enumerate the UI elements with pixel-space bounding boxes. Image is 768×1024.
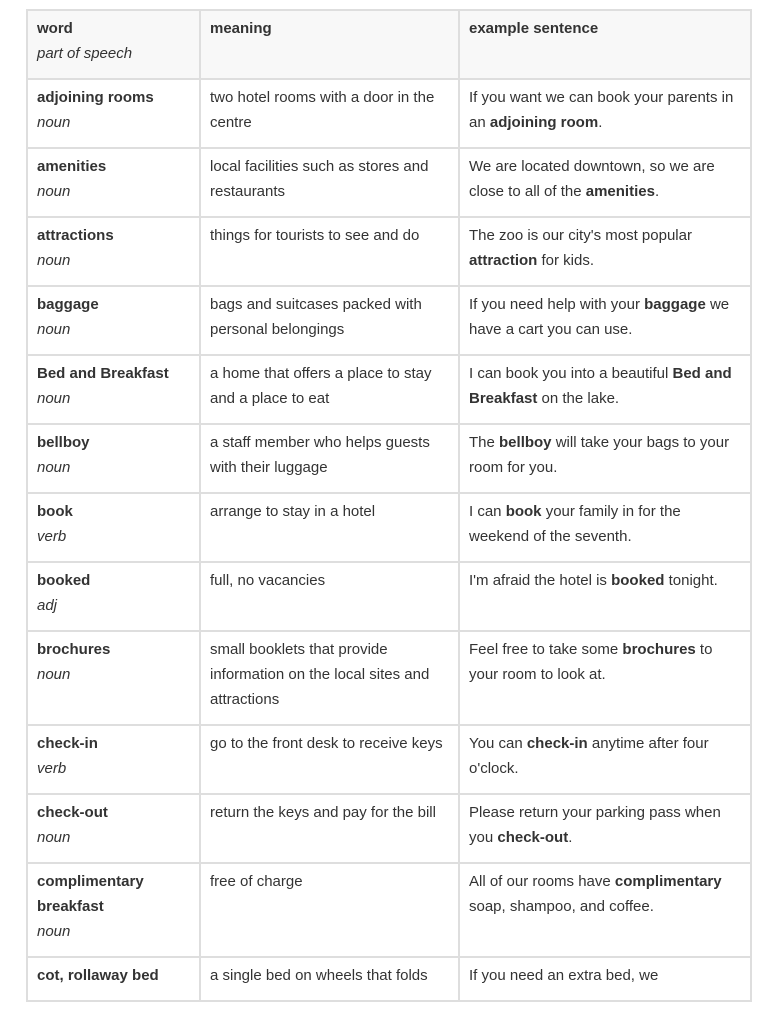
example-cell bbox=[459, 217, 751, 286]
word-cell bbox=[27, 863, 200, 957]
example-cell bbox=[459, 957, 751, 1001]
meaning-cell bbox=[200, 631, 459, 725]
meaning-cell bbox=[200, 493, 459, 562]
word-cell bbox=[27, 562, 200, 631]
table-row bbox=[27, 493, 751, 562]
highlighted-term: adjoining room bbox=[489, 114, 599, 131]
example-cell bbox=[459, 794, 751, 863]
part-of-speech: noun bbox=[37, 321, 71, 338]
vocab-word: book bbox=[37, 503, 73, 520]
meaning-cell bbox=[200, 424, 459, 493]
table-row bbox=[27, 424, 751, 493]
table-row bbox=[27, 725, 751, 794]
example-text: The bbox=[469, 434, 500, 451]
vocabulary-table bbox=[26, 9, 752, 1002]
highlighted-term: check-out bbox=[497, 829, 569, 846]
word-cell bbox=[27, 79, 200, 148]
header-example-cell bbox=[459, 10, 751, 79]
highlighted-term: amenities bbox=[585, 183, 655, 200]
vocab-word: Bed and Breakfast bbox=[37, 365, 169, 382]
example-cell bbox=[459, 286, 751, 355]
example-cell bbox=[459, 631, 751, 725]
example-text: Feel free to take some bbox=[469, 641, 623, 658]
meaning-cell bbox=[200, 217, 459, 286]
example-text: your family in for the weekend of the seventh. bbox=[469, 503, 681, 545]
part-of-speech: noun bbox=[37, 183, 71, 200]
meaning-cell bbox=[200, 148, 459, 217]
example-cell bbox=[459, 725, 751, 794]
word-cell bbox=[27, 286, 200, 355]
example-text: . bbox=[568, 829, 573, 846]
highlighted-term: attraction bbox=[469, 252, 538, 269]
meaning-cell bbox=[200, 794, 459, 863]
table-header bbox=[27, 10, 751, 79]
header-meaning: meaning bbox=[210, 20, 272, 37]
table-row bbox=[27, 286, 751, 355]
table-body bbox=[27, 79, 751, 1001]
example-text: I can bbox=[469, 503, 506, 520]
header-row bbox=[27, 10, 751, 79]
example-text: . bbox=[654, 183, 660, 200]
word-cell bbox=[27, 957, 200, 1001]
header-example: example sentence bbox=[469, 20, 599, 37]
meaning-cell bbox=[200, 957, 459, 1001]
highlighted-term: book bbox=[505, 503, 542, 520]
highlighted-term: brochures bbox=[622, 641, 696, 658]
header-word-cell bbox=[27, 10, 200, 79]
part-of-speech: verb bbox=[37, 528, 67, 545]
example-text: You can bbox=[469, 735, 527, 752]
highlighted-term: baggage bbox=[644, 296, 706, 313]
word-cell bbox=[27, 794, 200, 863]
example-text: I can book you into a beautiful bbox=[469, 365, 673, 382]
meaning-cell bbox=[200, 79, 459, 148]
meaning-text: full, no vacancies bbox=[210, 572, 326, 589]
table-row bbox=[27, 794, 751, 863]
table-row bbox=[27, 148, 751, 217]
meaning-text: bags and suitcases packed with personal belongings bbox=[210, 296, 422, 338]
header-word: word bbox=[37, 20, 73, 37]
highlighted-term: bellboy bbox=[499, 434, 552, 451]
word-cell bbox=[27, 631, 200, 725]
table-row bbox=[27, 217, 751, 286]
meaning-text: small booklets that provide information on the local sites and attractions bbox=[210, 641, 430, 708]
example-text: The zoo is our city's most popular bbox=[469, 227, 692, 244]
example-cell bbox=[459, 863, 751, 957]
meaning-text: go to the front desk to receive keys bbox=[210, 735, 443, 752]
meaning-cell bbox=[200, 355, 459, 424]
word-cell bbox=[27, 355, 200, 424]
example-text: Please return your parking pass when you bbox=[469, 804, 721, 846]
meaning-text: local facilities such as stores and restaurants bbox=[210, 158, 429, 200]
example-cell bbox=[459, 562, 751, 631]
example-text: anytime after four o'clock. bbox=[469, 735, 709, 777]
part-of-speech: noun bbox=[37, 923, 71, 940]
highlighted-term: Bed and Breakfast bbox=[469, 365, 732, 407]
table-row bbox=[27, 863, 751, 957]
part-of-speech: noun bbox=[37, 829, 71, 846]
table-row bbox=[27, 562, 751, 631]
meaning-cell bbox=[200, 863, 459, 957]
part-of-speech: noun bbox=[37, 390, 71, 407]
meaning-cell bbox=[200, 725, 459, 794]
vocab-word: booked bbox=[37, 572, 91, 589]
example-text: on the lake. bbox=[537, 390, 620, 407]
meaning-text: a single bed on wheels that folds bbox=[210, 967, 428, 984]
vocab-word: check-out bbox=[37, 804, 108, 821]
example-text: will take your bags to your room for you. bbox=[469, 434, 730, 476]
vocab-word: check-in bbox=[37, 735, 98, 752]
table-row bbox=[27, 355, 751, 424]
meaning-text: a staff member who helps guests with their luggage bbox=[210, 434, 430, 476]
example-text: If you need an extra bed, we bbox=[469, 967, 659, 984]
example-text: If you want we can book your parents in an bbox=[469, 89, 734, 131]
word-cell bbox=[27, 725, 200, 794]
vocab-word: bellboy bbox=[37, 434, 90, 451]
part-of-speech: noun bbox=[37, 252, 71, 269]
table-row bbox=[27, 631, 751, 725]
table-row bbox=[27, 79, 751, 148]
example-cell bbox=[459, 424, 751, 493]
example-cell bbox=[459, 148, 751, 217]
highlighted-term: complimentary bbox=[614, 873, 722, 890]
highlighted-term: check-in bbox=[526, 735, 588, 752]
example-cell bbox=[459, 79, 751, 148]
meaning-text: free of charge bbox=[210, 873, 303, 890]
example-text: soap, shampoo, and coffee. bbox=[469, 898, 654, 915]
part-of-speech: noun bbox=[37, 459, 71, 476]
part-of-speech: verb bbox=[37, 760, 67, 777]
example-text: We are located downtown, so we are close to all of the bbox=[469, 158, 715, 200]
word-cell bbox=[27, 217, 200, 286]
example-text: we have a cart you can use. bbox=[469, 296, 730, 338]
table-row bbox=[27, 957, 751, 1001]
meaning-text: a home that offers a place to stay and a place to eat bbox=[210, 365, 432, 407]
part-of-speech: adj bbox=[37, 597, 58, 614]
word-cell bbox=[27, 424, 200, 493]
word-cell bbox=[27, 148, 200, 217]
meaning-cell bbox=[200, 562, 459, 631]
vocab-word: brochures bbox=[37, 641, 111, 658]
meaning-text: return the keys and pay for the bill bbox=[210, 804, 436, 821]
meaning-text: arrange to stay in a hotel bbox=[210, 503, 376, 520]
meaning-cell bbox=[200, 286, 459, 355]
example-text: If you need help with your bbox=[469, 296, 645, 313]
example-cell bbox=[459, 355, 751, 424]
word-cell bbox=[27, 493, 200, 562]
vocab-word: complimentary breakfast bbox=[37, 873, 144, 915]
example-text: to your room to look at. bbox=[469, 641, 713, 683]
meaning-text: things for tourists to see and do bbox=[210, 227, 420, 244]
example-text: . bbox=[598, 114, 603, 131]
header-part-of-speech: part of speech bbox=[37, 45, 133, 62]
meaning-text: two hotel rooms with a door in the centre bbox=[210, 89, 435, 131]
example-cell bbox=[459, 493, 751, 562]
example-text: All of our rooms have bbox=[469, 873, 615, 890]
example-text: tonight. bbox=[664, 572, 718, 589]
example-text: for kids. bbox=[537, 252, 595, 269]
part-of-speech: noun bbox=[37, 114, 71, 131]
vocab-word: adjoining rooms bbox=[37, 89, 154, 106]
vocab-word: amenities bbox=[37, 158, 107, 175]
vocab-word: attractions bbox=[37, 227, 114, 244]
vocab-word: cot, rollaway bed bbox=[37, 967, 159, 984]
vocab-word: baggage bbox=[37, 296, 99, 313]
header-meaning-cell bbox=[200, 10, 459, 79]
example-text: I'm afraid the hotel is bbox=[469, 572, 612, 589]
part-of-speech: noun bbox=[37, 666, 71, 683]
highlighted-term: booked bbox=[611, 572, 665, 589]
